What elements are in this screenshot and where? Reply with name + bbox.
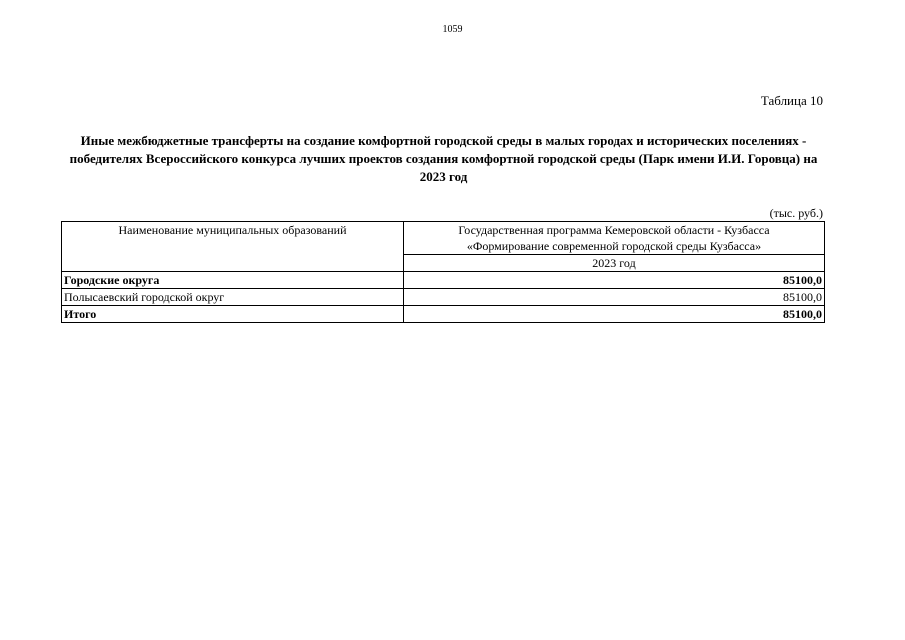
row-value: 85100,0: [404, 272, 825, 289]
table-row-polysaevo: [62, 289, 825, 306]
table-label: Таблица 10: [760, 93, 823, 108]
row-value: 85100,0: [404, 289, 825, 306]
row-name: Полысаевский городской округ: [62, 289, 404, 306]
header-year: 2023 год: [404, 255, 825, 272]
transfers-table: [61, 221, 825, 323]
row-name: Итого: [62, 306, 404, 323]
header-program: [404, 222, 825, 255]
units-label: (тыс. руб.): [769, 206, 823, 220]
page-number: 1059: [442, 24, 463, 35]
table-header-row: [62, 222, 825, 255]
table-row-total: [62, 306, 825, 323]
header-program-line1: Государственная программа Кемеровской области - Кузбасса: [458, 223, 770, 237]
table-row-urban-districts: [62, 272, 825, 289]
row-value: 85100,0: [404, 306, 825, 323]
document-title: Иные межбюджетные трансферты на создание комфортной городской среды в малых городах и исторических поселениях - победителях Всероссийского конкурса лучших проектов создания комфортной городской среды (Парк имени И.И. Горовца) на 2023 год: [69, 133, 818, 184]
header-program-line2: «Формирование современной городской среды Кузбасса»: [466, 239, 762, 253]
header-name-column: Наименование муниципальных образований: [62, 222, 404, 272]
row-name: Городские округа: [62, 272, 404, 289]
